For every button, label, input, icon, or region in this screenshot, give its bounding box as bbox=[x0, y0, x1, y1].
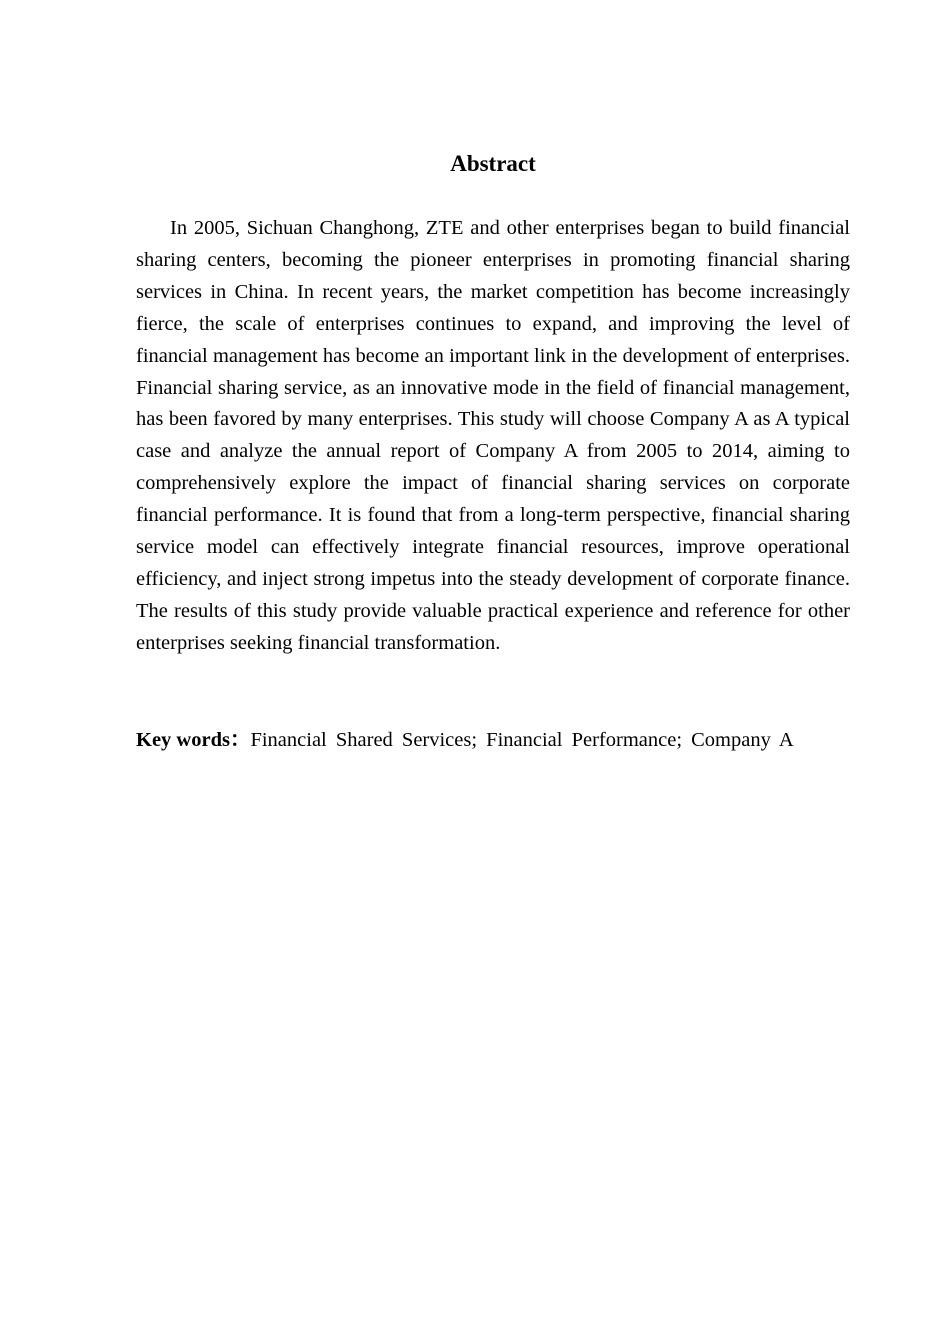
abstract-title: Abstract bbox=[450, 151, 536, 176]
keywords-text: Financial Shared Services; Financial Performance; Company A bbox=[250, 729, 794, 751]
keywords-separator: ： bbox=[229, 729, 251, 751]
keywords-line bbox=[136, 724, 836, 756]
abstract-body: In 2005, Sichuan Changhong, ZTE and other enterprises began to build financial sharing centers, becoming the pioneer enterprises in promoting financial sharing services in China. In recent years, the market competition has become increasingly fierce, the scale of enterprises continues to expand, and improving the level of financial management has become an important link in the development of enterprises. Financial sharing service, as an innovative mode in the field of financial management, has been favored by many enterprises. This study will choose Company A as A typical case and analyze the annual report of Company A from 2005 to 2014, aiming to comprehensively explore the impact of financial sharing services on corporate financial performance. It is found that from a long-term perspective, financial sharing service model can effectively integrate financial resources, improve operational efficiency, and inject strong impetus into the steady development of corporate finance. The results of this study provide valuable practical experience and reference for other enterprises seeking financial transformation. bbox=[136, 217, 850, 654]
keywords-label: Key words bbox=[136, 729, 230, 751]
